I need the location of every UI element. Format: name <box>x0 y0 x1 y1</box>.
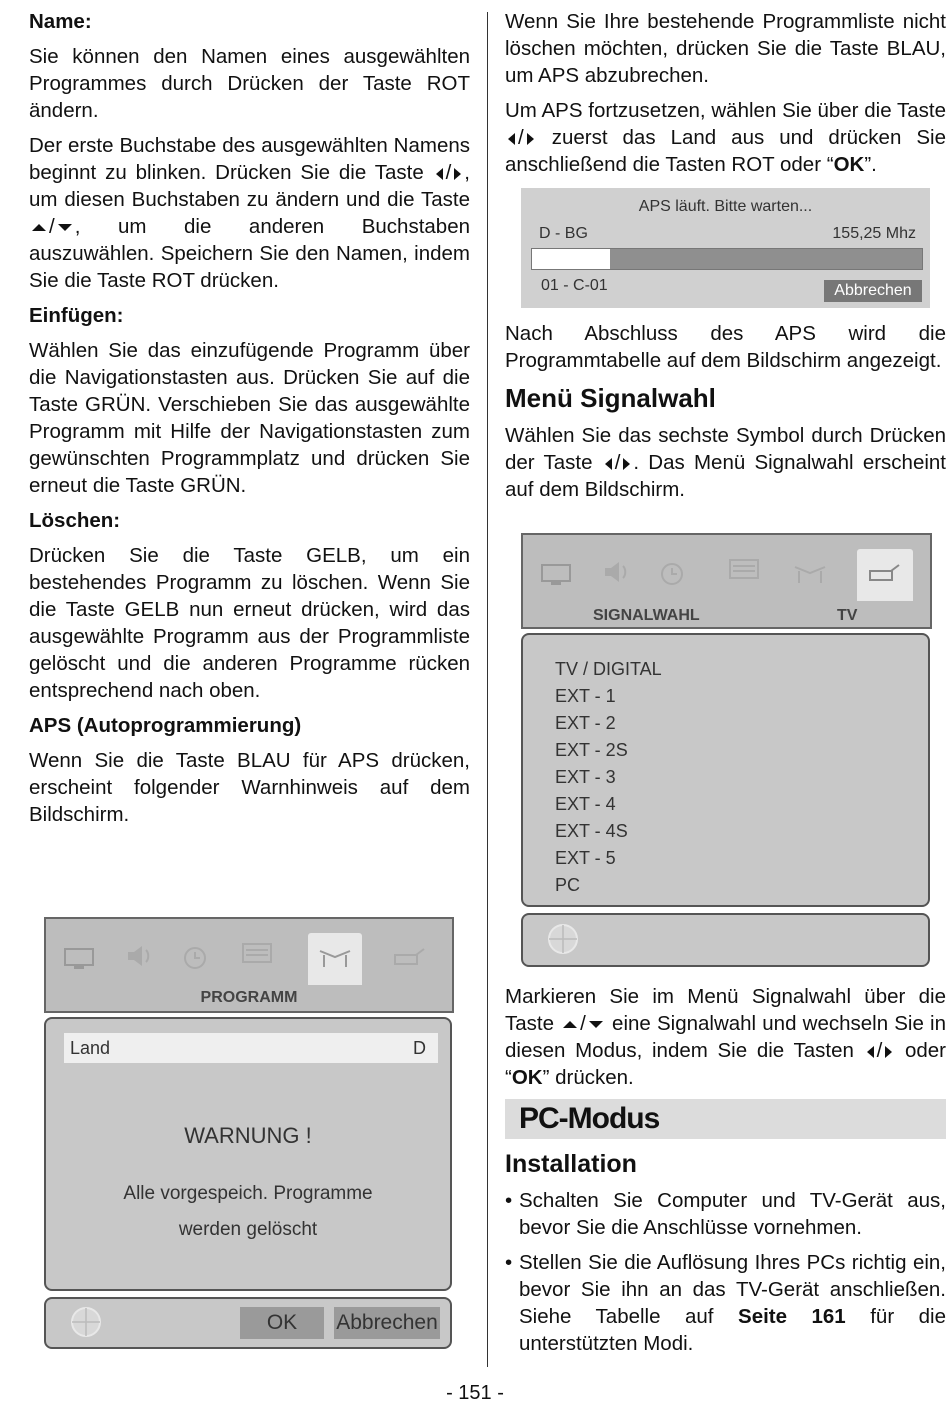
program-icon <box>318 945 352 971</box>
tv-icon <box>62 945 96 971</box>
name-paragraph-1: Sie können den Namen eines ausgewählten Programmes durch Drücken der Taste ROT ändern. <box>29 45 470 122</box>
tv-icon <box>539 561 573 587</box>
insert-paragraph: Wählen Sie das einzufügende Programm über die Navigationstasten aus. Drücken Sie auf die Taste GRÜN. Verschieben Sie das ausgewählte Programm mit Hilfe der Navigationstasten zum gewünschten Programmplatz und drücken Sie erneut die Taste GRÜN. <box>29 339 470 497</box>
aps-channel: 01 - C-01 <box>541 277 608 294</box>
signal-option[interactable]: EXT - 5 <box>555 848 616 868</box>
speaker-icon <box>122 943 156 969</box>
right-arrow-icon <box>885 1046 892 1058</box>
insert-heading: Einfügen: <box>29 304 124 327</box>
osd-signal-menu <box>521 533 932 968</box>
up-arrow-icon <box>563 1021 577 1028</box>
list-item: • Stellen Sie die Auflösung Ihres PCs richtig ein, bevor Sie ihn an das TV-Gerät anschließen. Siehe Tabelle auf Seite 161 für die unterstützten Modi. <box>505 1251 946 1355</box>
right-column-top <box>505 8 946 186</box>
signal-option[interactable]: EXT - 2S <box>555 740 628 760</box>
program-icon <box>793 561 827 587</box>
signal-list <box>555 656 662 899</box>
aps-cancel-button[interactable]: Abbrechen <box>824 280 922 302</box>
warning-title: WARNUNG ! <box>184 1123 312 1148</box>
signal-heading: Menü Signalwahl <box>505 383 716 413</box>
signal-select-paragraph: Markieren Sie im Menü Signalwahl über die Taste / eine Signalwahl und wechseln Sie in diesen Modus, indem Sie die Tasten / oder “OK” drücken. <box>505 985 947 1089</box>
tab-label: SIGNALWAHL <box>593 607 700 624</box>
bullet-icon: • <box>505 1189 513 1212</box>
right-arrow-icon <box>623 458 630 470</box>
settings-icon <box>727 557 761 583</box>
warning-panel <box>44 1017 452 1291</box>
right-arrow-icon <box>454 168 461 180</box>
pc-mode-banner: PC-Modus <box>505 1099 946 1139</box>
aps-progress-fill <box>532 249 610 269</box>
continue-aps-paragraph: Um APS fortzusetzen, wählen Sie über die Taste / zuerst das Land aus und drücken Sie anschließend die Tasten ROT oder “OK”. <box>505 99 946 176</box>
delete-paragraph: Drücken Sie die Taste GELB, um ein bestehendes Programm zu löschen. Wenn Sie die Taste GELB nun erneut drücken, wird das ausgewählte Programm aus der Programmliste gelöscht und die anderen Programme rücken entsprechend nach oben. <box>29 544 470 702</box>
osd-icon-bar <box>44 917 454 1013</box>
signal-option[interactable]: EXT - 3 <box>555 767 616 787</box>
globe-icon <box>68 1305 104 1339</box>
tab-label: PROGRAMM <box>200 989 298 1006</box>
osd-icon-bar <box>521 533 932 629</box>
cancel-aps-paragraph: Wenn Sie Ihre bestehende Programmliste nicht löschen möchten, drücken Sie die Taste BLAU, um APS abzubrechen. <box>505 10 946 87</box>
signal-option[interactable]: EXT - 1 <box>555 686 616 706</box>
osd-aps-progress <box>521 188 930 308</box>
name-heading: Name: <box>29 10 92 33</box>
source-icon <box>867 561 901 587</box>
cancel-button[interactable]: Abbrechen <box>334 1307 440 1339</box>
aps-progress-bar <box>531 248 923 270</box>
clock-icon <box>178 945 212 971</box>
signal-option[interactable]: EXT - 4S <box>555 821 628 841</box>
aps-heading: APS (Autoprogrammierung) <box>29 714 302 737</box>
signal-list-panel <box>521 633 930 907</box>
aps-status-text: APS läuft. Bitte warten... <box>638 198 813 215</box>
ok-button[interactable]: OK <box>240 1307 324 1339</box>
land-label: Land <box>70 1038 111 1058</box>
name-paragraph-2: Der erste Buchstabe des ausgewählten Namens beginnt zu blinken. Drücken Sie die Taste / , um diesen Buchstaben zu ändern und die Taste / , um die anderen Buchstaben auszuwählen. Speichern Sie den Namen, indem Sie die Taste ROT drücken. <box>29 134 470 292</box>
signal-button-bar <box>521 913 930 967</box>
down-arrow-icon <box>589 1021 603 1028</box>
warning-button-bar <box>44 1297 452 1349</box>
mode-label: TV <box>837 607 858 624</box>
delete-heading: Löschen: <box>29 509 121 532</box>
signal-option[interactable]: TV / DIGITAL <box>555 659 662 679</box>
globe-icon <box>545 922 581 956</box>
settings-icon <box>240 941 274 967</box>
land-value: D <box>413 1038 426 1058</box>
signal-option[interactable]: EXT - 4 <box>555 794 616 814</box>
left-arrow-icon <box>867 1046 874 1058</box>
list-item: • Schalten Sie Computer und TV-Gerät aus, bevor Sie die Anschlüsse vornehmen. <box>505 1189 946 1239</box>
aps-paragraph: Wenn Sie die Taste BLAU für APS drücken, erscheint folgender Warnhinweis auf dem Bildschirm. <box>29 749 470 826</box>
osd-warning-screen <box>44 917 454 1349</box>
right-column-middle <box>505 320 946 511</box>
aps-complete-paragraph: Nach Abschluss des APS wird die Programmtabelle auf dem Bildschirm angezeigt. <box>505 322 946 372</box>
bullet-icon: • <box>505 1251 513 1274</box>
clock-icon <box>655 561 689 587</box>
signal-option[interactable]: PC <box>555 875 581 895</box>
warning-line-2: werden gelöscht <box>178 1219 318 1240</box>
left-arrow-icon <box>508 133 515 145</box>
warning-line-1: Alle vorgespeich. Programme <box>123 1183 373 1204</box>
aps-frequency: 155,25 Mhz <box>832 225 916 242</box>
right-arrow-icon <box>527 133 534 145</box>
right-column-bottom <box>505 983 946 1365</box>
aps-country: D - BG <box>539 225 588 242</box>
column-divider <box>487 12 488 1367</box>
left-arrow-icon <box>605 458 612 470</box>
signal-option[interactable]: EXT - 2 <box>555 713 616 733</box>
speaker-icon <box>599 559 633 585</box>
left-column <box>29 8 470 836</box>
signal-intro-paragraph: Wählen Sie das sechste Symbol durch Drücken der Taste / . Das Menü Signalwahl erscheint auf dem Bildschirm. <box>505 424 946 501</box>
page-number: - 151 - <box>446 1382 504 1404</box>
installation-heading: Installation <box>505 1150 637 1178</box>
left-arrow-icon <box>436 168 443 180</box>
land-row[interactable] <box>64 1033 438 1063</box>
up-arrow-icon <box>32 224 46 231</box>
source-icon <box>392 945 426 971</box>
down-arrow-icon <box>58 224 72 231</box>
